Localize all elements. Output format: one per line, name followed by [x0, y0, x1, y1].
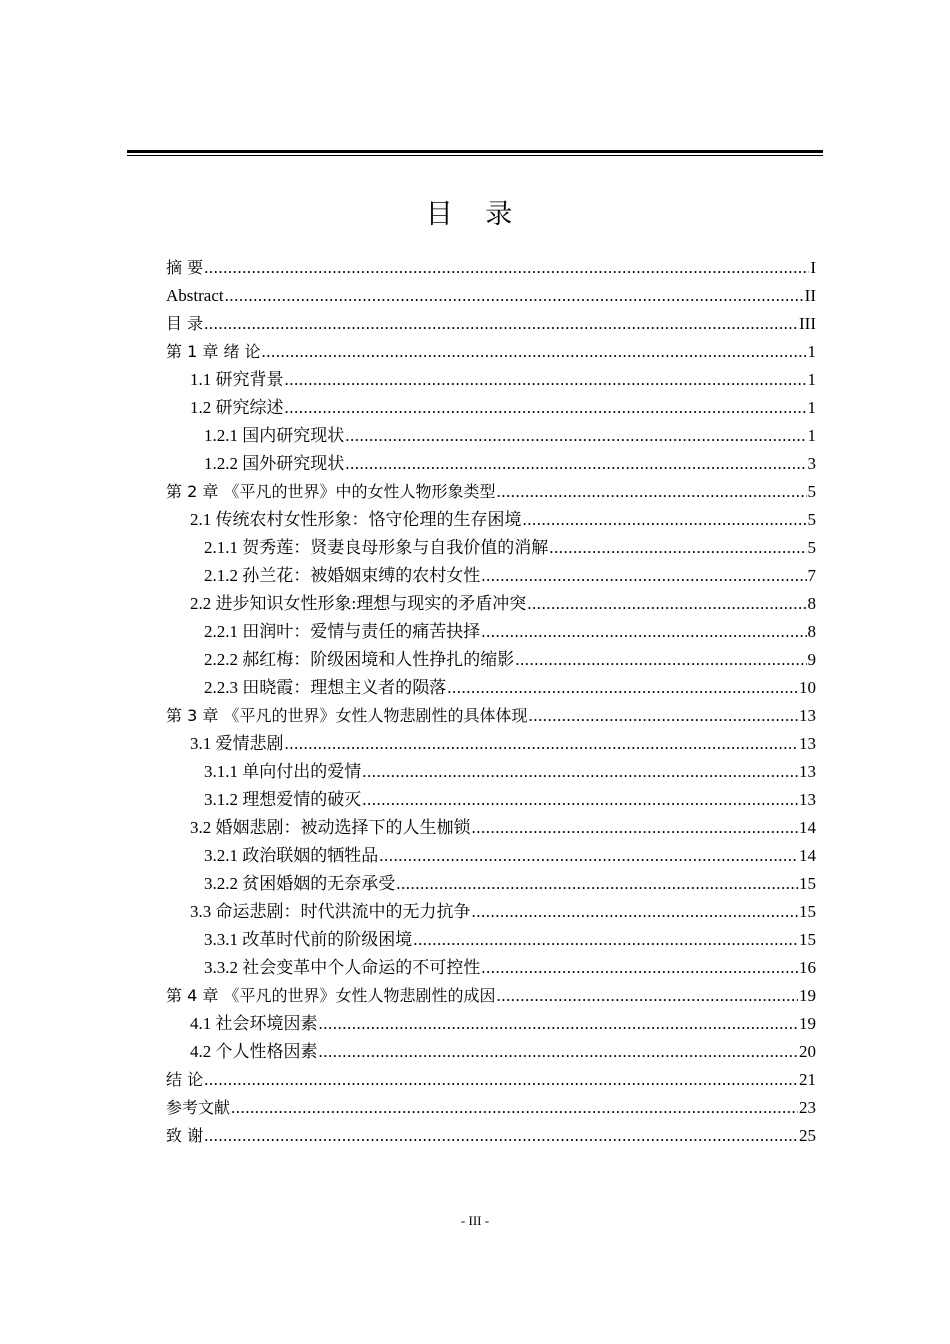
toc-entry[interactable] [166, 394, 816, 422]
toc-entry-label: 3.1.1 单向付出的爱情 [204, 762, 362, 781]
page-title: 目 录 [425, 199, 525, 230]
toc-entry[interactable] [166, 282, 816, 310]
toc-entry-page: 20 [799, 1042, 816, 1061]
toc-entry-page: 1 [807, 342, 816, 361]
toc-entry[interactable] [166, 254, 816, 282]
toc-leader-dots [481, 954, 798, 982]
header-rule-thick [127, 150, 823, 153]
toc-entry-page: 21 [799, 1070, 816, 1089]
toc-entry[interactable] [166, 1122, 816, 1150]
toc-entry[interactable] [166, 646, 816, 674]
toc-entry-label: 目 录 [166, 314, 204, 333]
toc-entry-label: 3.1 爱情悲剧 [190, 734, 284, 753]
toc-entry-page: 15 [799, 874, 816, 893]
toc-entry-page: 14 [799, 846, 816, 865]
toc-entry[interactable] [166, 926, 816, 954]
toc-entry-label: 4.2 个人性格因素 [190, 1042, 318, 1061]
toc-leader-dots [496, 982, 798, 1010]
toc-entry-page: 9 [807, 650, 816, 669]
toc-entry-label: 3.3.1 改革时代前的阶级困境 [204, 930, 413, 949]
toc-entry-page: 1 [807, 398, 816, 417]
toc-leader-dots [447, 674, 798, 702]
toc-entry-label: 2.2.3 田晓霞：理想主义者的陨落 [204, 678, 447, 697]
toc-entry[interactable] [166, 730, 816, 758]
toc-leader-dots [319, 1010, 799, 1038]
toc-entry-label: 第 2 章 《平凡的世界》中的女性人物形象类型 [166, 482, 496, 501]
toc-entry-label: 3.1.2 理想爱情的破灭 [204, 790, 362, 809]
toc-entry-page: 25 [799, 1126, 816, 1145]
toc-leader-dots [285, 394, 807, 422]
toc-entry[interactable] [166, 982, 816, 1010]
toc-entry-label: 1.2 研究综述 [190, 398, 284, 417]
toc-entry-label: 3.3 命运悲剧：时代洪流中的无力抗争 [190, 902, 471, 921]
toc-entry[interactable] [166, 814, 816, 842]
toc-entry-label: 4.1 社会环境因素 [190, 1014, 318, 1033]
toc-leader-dots [528, 702, 798, 730]
toc-entry-page: 10 [799, 678, 816, 697]
toc-entry[interactable] [166, 1010, 816, 1038]
toc-leader-dots [285, 366, 807, 394]
toc-leader-dots [396, 870, 798, 898]
toc-entry-page: 14 [799, 818, 816, 837]
toc-entry-label: 参考文献 [166, 1098, 231, 1117]
toc-entry-page: 13 [799, 762, 816, 781]
toc-leader-dots [204, 310, 798, 338]
toc-leader-dots [515, 646, 806, 674]
toc-entry[interactable] [166, 478, 816, 506]
toc-entry-page: 23 [799, 1098, 816, 1117]
toc-entry-page: 7 [807, 566, 816, 585]
toc-entry-page: 15 [799, 902, 816, 921]
toc-leader-dots [345, 422, 806, 450]
toc-leader-dots [413, 926, 798, 954]
toc-entry-label: 2.1.2 孙兰花：被婚姻束缚的农村女性 [204, 566, 481, 585]
toc-leader-dots [319, 1038, 799, 1066]
header-rule-thin [127, 155, 823, 156]
toc-leader-dots [523, 506, 807, 534]
toc-entry-page: 3 [807, 454, 816, 473]
toc-leader-dots [481, 562, 806, 590]
toc-entry-label: 第 3 章 《平凡的世界》女性人物悲剧性的具体体现 [166, 706, 528, 725]
toc-entry-page: 19 [799, 986, 816, 1005]
toc-entry-page: 13 [799, 706, 816, 725]
toc-entry[interactable] [166, 674, 816, 702]
toc-leader-dots [204, 254, 809, 282]
toc-entry-page: 5 [807, 510, 816, 529]
toc-entry[interactable] [166, 618, 816, 646]
toc-entry[interactable] [166, 870, 816, 898]
toc-entry[interactable] [166, 702, 816, 730]
toc-entry-page: II [804, 286, 816, 305]
toc-entry[interactable] [166, 506, 816, 534]
toc-entry[interactable] [166, 338, 816, 366]
table-of-contents [166, 254, 816, 1150]
toc-entry[interactable] [166, 366, 816, 394]
toc-entry[interactable] [166, 590, 816, 618]
page-number-footer: - III - [460, 1213, 490, 1228]
toc-entry-page: 19 [799, 1014, 816, 1033]
toc-entry-label: 2.1.1 贺秀莲：贤妻良母形象与自我价值的消解 [204, 538, 549, 557]
toc-entry[interactable] [166, 310, 816, 338]
toc-leader-dots [204, 1066, 798, 1094]
toc-entry-label: 摘 要 [166, 258, 204, 277]
toc-entry-page: III [799, 314, 816, 333]
toc-leader-dots [527, 590, 806, 618]
toc-entry-label: 1.2.2 国外研究现状 [204, 454, 345, 473]
toc-entry[interactable] [166, 954, 816, 982]
toc-entry-page: I [810, 258, 816, 277]
toc-leader-dots [472, 898, 799, 926]
toc-leader-dots [345, 450, 806, 478]
toc-entry-page: 8 [807, 594, 816, 613]
toc-entry-label: 2.1 传统农村女性形象：恪守伦理的生存困境 [190, 510, 522, 529]
toc-entry-label: 3.3.2 社会变革中个人命运的不可控性 [204, 958, 481, 977]
toc-leader-dots [379, 842, 798, 870]
toc-entry-label: 结 论 [166, 1070, 204, 1089]
toc-entry-page: 8 [807, 622, 816, 641]
toc-leader-dots [362, 786, 798, 814]
toc-entry-page: 13 [799, 790, 816, 809]
toc-entry[interactable] [166, 898, 816, 926]
toc-entry[interactable] [166, 786, 816, 814]
toc-entry-label: 第 4 章 《平凡的世界》女性人物悲剧性的成因 [166, 986, 496, 1005]
toc-leader-dots [481, 618, 806, 646]
toc-leader-dots [496, 478, 806, 506]
toc-entry[interactable] [166, 1066, 816, 1094]
toc-entry-label: 3.2 婚姻悲剧：被动选择下的人生枷锁 [190, 818, 471, 837]
toc-leader-dots [362, 758, 798, 786]
toc-leader-dots [204, 1122, 798, 1150]
toc-entry-label: 第 1 章 绪 论 [166, 342, 261, 361]
toc-entry-page: 5 [807, 482, 816, 501]
toc-leader-dots [262, 338, 807, 366]
toc-entry-label: 致 谢 [166, 1126, 204, 1145]
toc-leader-dots [472, 814, 799, 842]
toc-entry-page: 1 [807, 370, 816, 389]
toc-entry[interactable] [166, 1094, 816, 1122]
toc-leader-dots [231, 1094, 798, 1122]
toc-entry[interactable] [166, 1038, 816, 1066]
toc-leader-dots [285, 730, 799, 758]
toc-leader-dots [225, 282, 804, 310]
toc-entry-label: 1.2.1 国内研究现状 [204, 426, 345, 445]
toc-entry-label: 1.1 研究背景 [190, 370, 284, 389]
toc-entry[interactable] [166, 758, 816, 786]
toc-entry[interactable] [166, 842, 816, 870]
toc-entry-label: 2.2 进步知识女性形象:理想与现实的矛盾冲突 [190, 594, 527, 613]
toc-entry-label: 3.2.1 政治联姻的牺牲品 [204, 846, 379, 865]
toc-entry-label: 2.2.1 田润叶：爱情与责任的痛苦抉择 [204, 622, 481, 641]
toc-entry-label: 2.2.2 郝红梅：阶级困境和人性挣扎的缩影 [204, 650, 515, 669]
toc-entry[interactable] [166, 534, 816, 562]
toc-entry[interactable] [166, 450, 816, 478]
toc-entry[interactable] [166, 562, 816, 590]
toc-entry-page: 1 [807, 426, 816, 445]
toc-entry-label: Abstract [166, 286, 224, 305]
toc-entry-label: 3.2.2 贫困婚姻的无奈承受 [204, 874, 396, 893]
toc-entry-page: 15 [799, 930, 816, 949]
toc-entry-page: 16 [799, 958, 816, 977]
toc-leader-dots [549, 534, 806, 562]
toc-entry[interactable] [166, 422, 816, 450]
toc-entry-page: 13 [799, 734, 816, 753]
toc-entry-page: 5 [807, 538, 816, 557]
